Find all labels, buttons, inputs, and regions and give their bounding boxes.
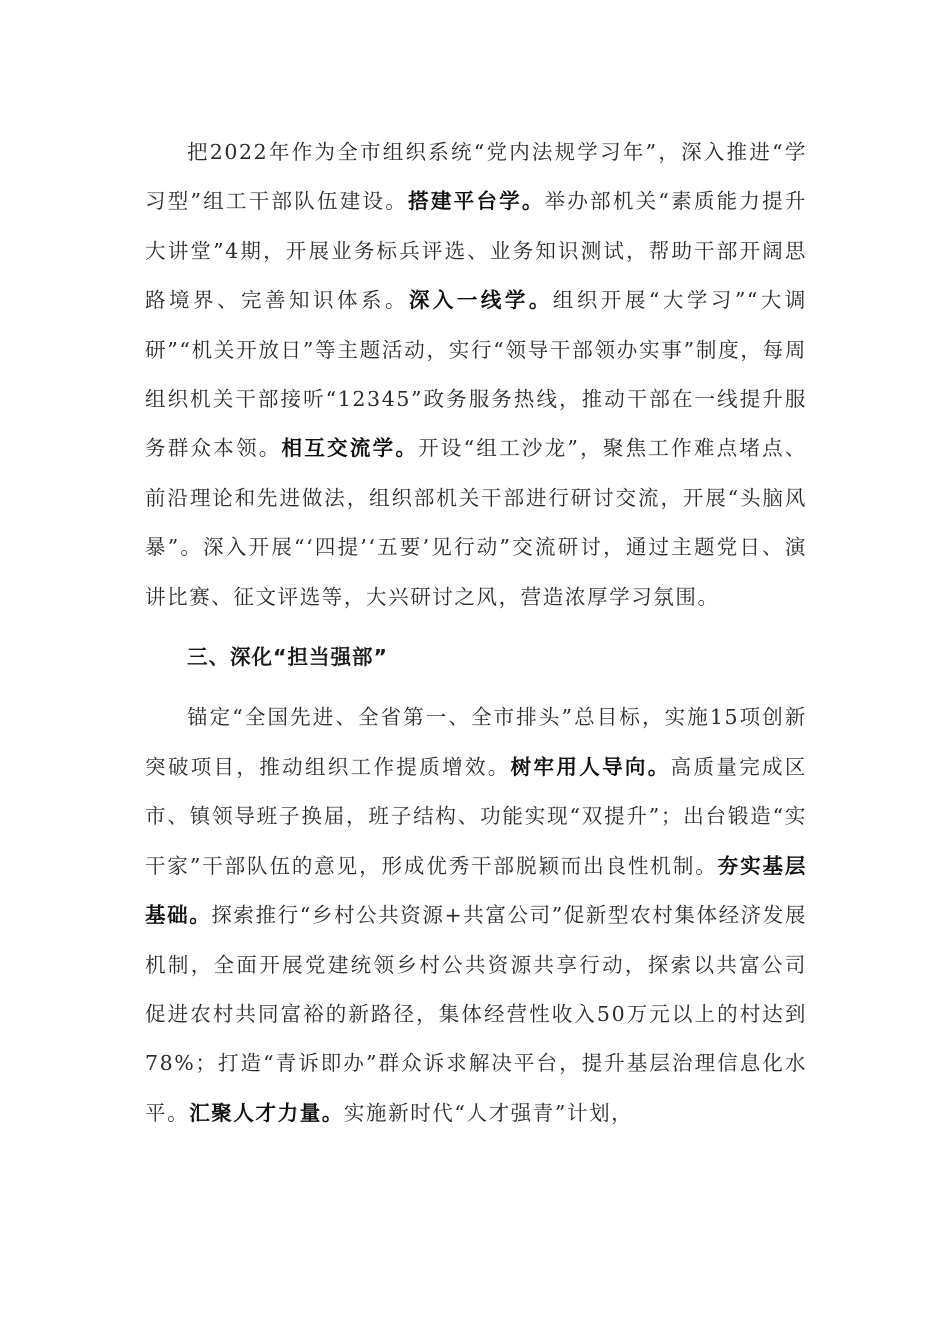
section-heading: 三、深化“担当强部” — [187, 645, 388, 670]
paragraph-text: 开设“组工沙龙”，聚焦工作难点堵点、前沿理论和先进做法，组织部机关干部进行研讨交流，开展“头脑风暴”。深入开展“‘四提’‘五要’见行动”交流研讨，通过主题党日、演讲比赛、征文评选等，大兴研讨之风，营造浓厚学习氛围。 — [145, 436, 808, 609]
bold-lead-employment-orientation: 树牢用人导向。 — [510, 754, 671, 779]
bold-lead-build-platform: 搭建平台学。 — [408, 189, 545, 214]
paragraph-text: 组织开展“大学习”“大调研”“机关开放日”等主题活动，实行“领导干部领办实事”制度，每周组织机关干部接听“12345”政务服务热线，推动干部在一线提升服务群众本领。 — [145, 288, 807, 461]
bold-lead-frontline: 深入一线学。 — [408, 288, 553, 313]
paragraph-text: 举办部机关“素质能力提升大讲堂”4期，开展业务标兵评选、业务知识测试，帮助干部开阔思路境界、完善知识体系。 — [145, 189, 808, 313]
paragraph-strengthen-department — [145, 693, 807, 1138]
paragraph-study-year — [145, 128, 807, 622]
paragraph-text: 高质量完成区市、镇领导班子换届，班子结构、功能实现“双提升”；出台锻造“实干家”干部队伍的意见，形成优秀干部脱颖而出良性机制。 — [145, 754, 808, 878]
bold-lead-exchange: 相互交流学。 — [281, 436, 419, 461]
paragraph-text: 探索推行“乡村公共资源+共富公司”促新型农村集体经济发展机制，全面开展党建统领乡村公共资源共享行动，探索以共富公司促进农村共同富裕的新路径，集体经营性收入50万元以上的村达到78%；打造“青诉即办”群众诉求解决平台，提升基层治理信息化水平。 — [145, 903, 807, 1125]
bold-lead-talent-power: 汇聚人才力量。 — [189, 1100, 344, 1125]
bold-lead-grassroots-foundation: 夯实基层基础。 — [145, 853, 807, 928]
paragraph-text: 锚定“全国先进、全省第一、全市排头”总目标，实施15项创新突破项目，推动组织工作提质增效。 — [145, 705, 807, 779]
document-page — [145, 128, 807, 1138]
paragraph-text: 把2022年作为全市组织系统“党内法规学习年”，深入推进“学习型”组工干部队伍建设。 — [145, 140, 807, 214]
paragraph-text: 实施新时代“人才强青”计划， — [343, 1100, 634, 1125]
